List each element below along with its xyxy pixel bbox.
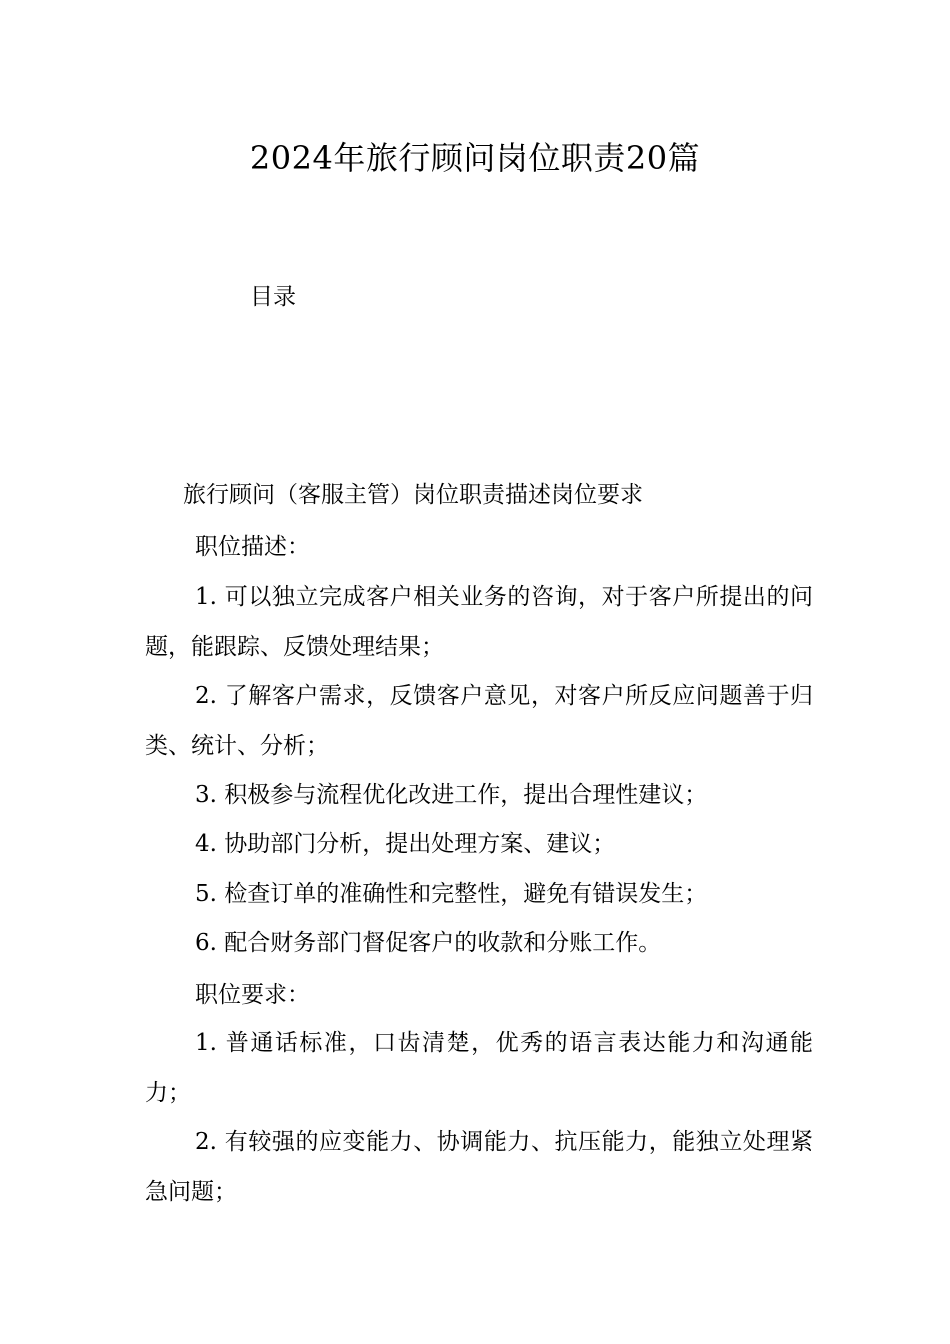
description-item-1: 1. 可以独立完成客户相关业务的咨询，对于客户所提出的问题，能跟踪、反馈处理结果； bbox=[145, 584, 813, 660]
description-item-3: 3. 积极参与流程优化改进工作，提出合理性建议； bbox=[195, 782, 708, 808]
description-item-4: 4. 协助部门分析，提出处理方案、建议； bbox=[195, 831, 616, 857]
document-title: 2024年旅行顾问岗位职责20篇 bbox=[249, 139, 701, 177]
requirements-label: 职位要求： bbox=[195, 982, 310, 1008]
requirement-item-1: 1. 普通话标准，口齿清楚，优秀的语言表达能力和沟通能力； bbox=[145, 1030, 813, 1106]
description-item-2: 2. 了解客户需求，反馈客户意见，对客户所反应问题善于归类、统计、分析； bbox=[145, 683, 813, 759]
description-label: 职位描述： bbox=[195, 534, 310, 560]
requirement-item-2: 2. 有较强的应变能力、协调能力、抗压能力，能独立处理紧急问题； bbox=[145, 1129, 813, 1205]
section-heading: 旅行顾问（客服主管）岗位职责描述岗位要求 bbox=[183, 482, 643, 508]
toc-label: 目录 bbox=[250, 284, 296, 310]
description-item-5: 5. 检查订单的准确性和完整性，避免有错误发生； bbox=[195, 881, 708, 907]
description-item-6: 6. 配合财务部门督促客户的收款和分账工作。 bbox=[195, 930, 662, 956]
